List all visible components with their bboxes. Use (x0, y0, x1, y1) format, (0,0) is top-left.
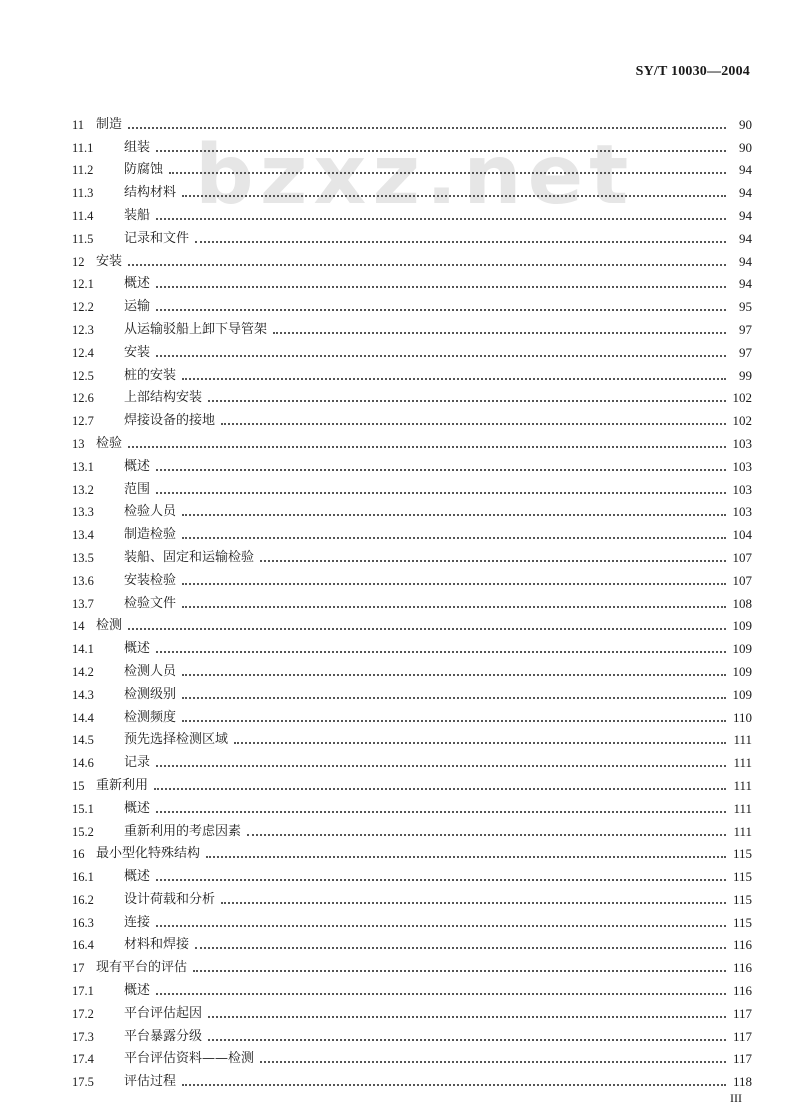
dot-leader (208, 1039, 726, 1041)
toc-entry-title: 装船 (124, 207, 151, 223)
toc-entry-title: 从运输驳船上卸下导管架 (124, 321, 268, 337)
toc-entry-title: 概述 (124, 983, 151, 999)
toc-entry-title: 材料和焊接 (124, 937, 190, 953)
dot-leader (208, 400, 726, 402)
toc-entry-number: 16.3 (72, 915, 94, 930)
toc-entry-number: 14.3 (72, 687, 94, 702)
toc-entry-title: 防腐蚀 (124, 162, 164, 178)
toc-entry-page: 103 (732, 435, 752, 451)
toc-entry-number: 12.3 (72, 322, 94, 337)
toc-entry-title: 记录 (124, 755, 151, 771)
dot-leader (182, 537, 726, 539)
toc-entry-page: 109 (732, 618, 752, 634)
toc-entry-number: 16.4 (72, 938, 94, 953)
toc-entry-number: 11 (72, 117, 85, 132)
dot-leader (234, 742, 726, 744)
toc-entry[interactable] (72, 247, 752, 270)
dot-leader (156, 218, 726, 220)
toc-entry-number: 17.3 (72, 1029, 94, 1044)
dot-leader (182, 514, 726, 516)
toc-entry-title: 结构材料 (124, 185, 177, 201)
toc-entry-title: 概述 (124, 641, 151, 657)
toc-entry-title: 设计荷载和分析 (124, 891, 216, 907)
dot-leader (193, 970, 726, 972)
toc-entry[interactable] (72, 543, 752, 566)
dot-leader (128, 127, 726, 129)
toc-entry-title: 安装 (124, 344, 151, 360)
dot-leader (195, 241, 726, 243)
toc-entry-number: 13.3 (72, 505, 94, 520)
toc-entry-number: 14 (72, 619, 85, 634)
toc-entry-number: 15.2 (72, 824, 94, 839)
toc-entry-page: 94 (739, 185, 752, 201)
toc-entry[interactable] (72, 885, 752, 908)
dot-leader (154, 788, 726, 790)
dot-leader (182, 720, 726, 722)
toc-entry-page: 115 (732, 846, 752, 862)
toc-entry-number: 13.5 (72, 550, 94, 565)
toc-entry[interactable] (72, 475, 752, 498)
toc-entry-page: 102 (732, 413, 752, 429)
toc-entry-title: 重新利用的考虑因素 (124, 823, 242, 839)
toc-entry-title: 记录和文件 (124, 230, 190, 246)
dot-leader (128, 446, 726, 448)
toc-entry-number: 11.3 (72, 186, 94, 201)
toc-entry[interactable] (72, 133, 752, 156)
toc-entry-title: 平台暴露分级 (124, 1028, 203, 1044)
toc-entry-page: 109 (732, 641, 752, 657)
toc-entry-number: 13.2 (72, 482, 94, 497)
table-of-contents (72, 110, 752, 1090)
toc-entry-page: 95 (739, 299, 752, 315)
toc-entry[interactable] (72, 726, 752, 749)
dot-leader (128, 628, 726, 630)
dot-leader (195, 947, 726, 949)
toc-entry-number: 12.6 (72, 391, 94, 406)
toc-entry-number: 11.4 (72, 208, 94, 223)
toc-entry[interactable] (72, 999, 752, 1022)
toc-entry-title: 桩的安装 (124, 367, 177, 383)
toc-entry[interactable] (72, 566, 752, 589)
toc-entry[interactable] (72, 429, 752, 452)
toc-entry-page: 94 (739, 253, 752, 269)
toc-entry-page: 99 (739, 367, 752, 383)
toc-entry[interactable] (72, 338, 752, 361)
toc-entry-page: 110 (732, 709, 752, 725)
toc-entry[interactable] (72, 384, 752, 407)
dot-leader (169, 172, 726, 174)
toc-entry-page: 111 (733, 732, 752, 748)
dot-leader (273, 332, 726, 334)
toc-entry-title: 检验文件 (124, 595, 177, 611)
toc-entry-title: 检测频度 (124, 709, 177, 725)
toc-entry-title: 安装检验 (124, 572, 177, 588)
dot-leader (247, 834, 726, 836)
toc-entry[interactable] (72, 862, 752, 885)
toc-entry-number: 17.2 (72, 1006, 94, 1021)
toc-entry-page: 111 (733, 755, 752, 771)
toc-entry-page: 102 (732, 390, 752, 406)
toc-entry-number: 17.4 (72, 1052, 94, 1067)
toc-entry[interactable] (72, 292, 752, 315)
toc-entry-page: 103 (732, 481, 752, 497)
toc-entry-page: 109 (732, 663, 752, 679)
toc-entry-number: 12 (72, 254, 85, 269)
toc-entry-number: 14.5 (72, 733, 94, 748)
toc-entry-page: 108 (732, 595, 752, 611)
toc-entry-title: 现有平台的评估 (96, 960, 188, 976)
toc-entry-page: 115 (732, 891, 752, 907)
toc-entry-page: 116 (732, 937, 752, 953)
toc-entry[interactable] (72, 976, 752, 999)
toc-entry[interactable] (72, 520, 752, 543)
toc-entry-number: 14.6 (72, 756, 94, 771)
toc-entry[interactable] (72, 361, 752, 384)
toc-entry-title: 评估过程 (124, 1074, 177, 1090)
toc-entry-number: 11.2 (72, 163, 94, 178)
toc-entry-page: 111 (733, 800, 752, 816)
toc-entry[interactable] (72, 498, 752, 521)
toc-entry-number: 14.2 (72, 664, 94, 679)
toc-entry-page: 107 (732, 549, 752, 565)
toc-entry-title: 最小型化特殊结构 (96, 846, 201, 862)
dot-leader (156, 879, 726, 881)
toc-entry-title: 检测 (96, 618, 123, 634)
dot-leader (128, 264, 726, 266)
toc-entry-number: 16 (72, 847, 85, 862)
toc-entry-title: 焊接设备的接地 (124, 413, 216, 429)
toc-entry-number: 16.2 (72, 892, 94, 907)
toc-entry-title: 连接 (124, 914, 151, 930)
toc-entry[interactable] (72, 817, 752, 840)
toc-entry-number: 13 (72, 436, 85, 451)
toc-entry-number: 12.5 (72, 368, 94, 383)
dot-leader (182, 1084, 726, 1086)
toc-entry-page: 90 (739, 139, 752, 155)
dot-leader (156, 355, 726, 357)
toc-entry-number: 11.5 (72, 231, 94, 246)
toc-entry-page: 111 (733, 823, 752, 839)
toc-entry[interactable] (72, 634, 752, 657)
dot-leader (156, 765, 726, 767)
toc-entry-page: 97 (739, 344, 752, 360)
toc-entry-number: 17 (72, 961, 85, 976)
toc-entry[interactable] (72, 771, 752, 794)
page-number: III (730, 1091, 742, 1105)
toc-entry-page: 94 (739, 207, 752, 223)
toc-entry-number: 13.4 (72, 528, 94, 543)
toc-entry-title: 平台评估资料——检测 (124, 1051, 255, 1067)
toc-entry-title: 概述 (124, 869, 151, 885)
toc-entry-title: 检验 (96, 435, 123, 451)
dot-leader (260, 560, 726, 562)
dot-leader (156, 993, 726, 995)
toc-entry-title: 范围 (124, 481, 151, 497)
toc-entry-page: 104 (732, 527, 752, 543)
toc-entry-title: 制造 (96, 116, 123, 132)
toc-entry-number: 14.1 (72, 642, 94, 657)
toc-entry-number: 13.7 (72, 596, 94, 611)
toc-entry-number: 12.2 (72, 300, 94, 315)
toc-entry-title: 重新利用 (96, 777, 149, 793)
toc-entry-title: 概述 (124, 800, 151, 816)
toc-entry[interactable] (72, 657, 752, 680)
toc-entry-number: 16.1 (72, 870, 94, 885)
toc-entry-number: 17.5 (72, 1075, 94, 1090)
toc-entry[interactable] (72, 931, 752, 954)
dot-leader (156, 286, 726, 288)
toc-entry-title: 制造检验 (124, 527, 177, 543)
dot-leader (182, 195, 726, 197)
toc-entry[interactable] (72, 703, 752, 726)
dot-leader (182, 378, 726, 380)
toc-entry-page: 117 (732, 1051, 752, 1067)
dot-leader (182, 606, 726, 608)
dot-leader (156, 811, 726, 813)
toc-entry-title: 运输 (124, 299, 151, 315)
toc-entry-page: 94 (739, 230, 752, 246)
toc-entry-number: 13.1 (72, 459, 94, 474)
watermark-text: bzxz.net (195, 128, 635, 223)
toc-entry[interactable] (72, 840, 752, 863)
toc-entry-page: 109 (732, 686, 752, 702)
dot-leader (260, 1061, 726, 1063)
dot-leader (182, 674, 726, 676)
toc-entry-number: 15.1 (72, 801, 94, 816)
toc-entry[interactable] (72, 908, 752, 931)
toc-entry-title: 检验人员 (124, 504, 177, 520)
document-code: SY/T 10030—2004 (635, 64, 750, 79)
toc-entry-number: 11.1 (72, 140, 94, 155)
toc-entry[interactable] (72, 315, 752, 338)
toc-entry[interactable] (72, 224, 752, 247)
toc-entry[interactable] (72, 748, 752, 771)
toc-entry[interactable] (72, 794, 752, 817)
dot-leader (156, 651, 726, 653)
toc-entry-page: 111 (733, 777, 752, 793)
toc-entry-number: 12.1 (72, 277, 94, 292)
toc-entry-title: 装船、固定和运输检验 (124, 549, 255, 565)
toc-entry-number: 15 (72, 778, 85, 793)
toc-entry[interactable] (72, 270, 752, 293)
dot-leader (206, 856, 726, 858)
toc-entry-number: 14.4 (72, 710, 94, 725)
toc-entry[interactable] (72, 953, 752, 976)
toc-entry[interactable] (72, 612, 752, 635)
toc-entry[interactable] (72, 452, 752, 475)
dot-leader (156, 925, 726, 927)
toc-entry-title: 安装 (96, 253, 123, 269)
dot-leader (156, 492, 726, 494)
toc-entry-page: 90 (739, 116, 752, 132)
toc-entry-title: 组装 (124, 139, 151, 155)
toc-entry-title: 检测人员 (124, 663, 177, 679)
toc-entry-page: 103 (732, 504, 752, 520)
toc-entry-page: 118 (732, 1074, 752, 1090)
toc-entry-number: 12.7 (72, 414, 94, 429)
toc-entry-title: 平台评估起因 (124, 1005, 203, 1021)
toc-entry[interactable] (72, 680, 752, 703)
toc-entry-number: 17.1 (72, 984, 94, 999)
toc-entry[interactable] (72, 1045, 752, 1068)
toc-entry[interactable] (72, 178, 752, 201)
dot-leader (156, 309, 726, 311)
toc-entry-page: 97 (739, 321, 752, 337)
toc-entry[interactable] (72, 1022, 752, 1045)
toc-entry-page: 117 (732, 1028, 752, 1044)
toc-entry-page: 103 (732, 458, 752, 474)
dot-leader (221, 902, 726, 904)
toc-entry-title: 预先选择检测区域 (124, 732, 229, 748)
toc-entry[interactable] (72, 406, 752, 429)
toc-entry[interactable] (72, 1067, 752, 1090)
toc-entry-number: 12.4 (72, 345, 94, 360)
toc-entry-page: 115 (732, 869, 752, 885)
dot-leader (221, 423, 726, 425)
toc-entry-page: 94 (739, 276, 752, 292)
dot-leader (156, 150, 726, 152)
toc-entry[interactable] (72, 110, 752, 133)
dot-leader (156, 469, 726, 471)
toc-entry-page: 115 (732, 914, 752, 930)
toc-entry-page: 116 (732, 960, 752, 976)
toc-entry[interactable] (72, 201, 752, 224)
toc-entry-page: 116 (732, 983, 752, 999)
dot-leader (182, 697, 726, 699)
toc-entry-page: 94 (739, 162, 752, 178)
toc-entry-title: 上部结构安装 (124, 390, 203, 406)
toc-entry[interactable] (72, 589, 752, 612)
toc-entry-title: 概述 (124, 458, 151, 474)
toc-entry-page: 117 (732, 1005, 752, 1021)
toc-entry-page: 107 (732, 572, 752, 588)
toc-entry[interactable] (72, 156, 752, 179)
toc-entry-number: 13.6 (72, 573, 94, 588)
dot-leader (208, 1016, 726, 1018)
toc-entry-title: 概述 (124, 276, 151, 292)
dot-leader (182, 583, 726, 585)
toc-entry-title: 检测级别 (124, 686, 177, 702)
